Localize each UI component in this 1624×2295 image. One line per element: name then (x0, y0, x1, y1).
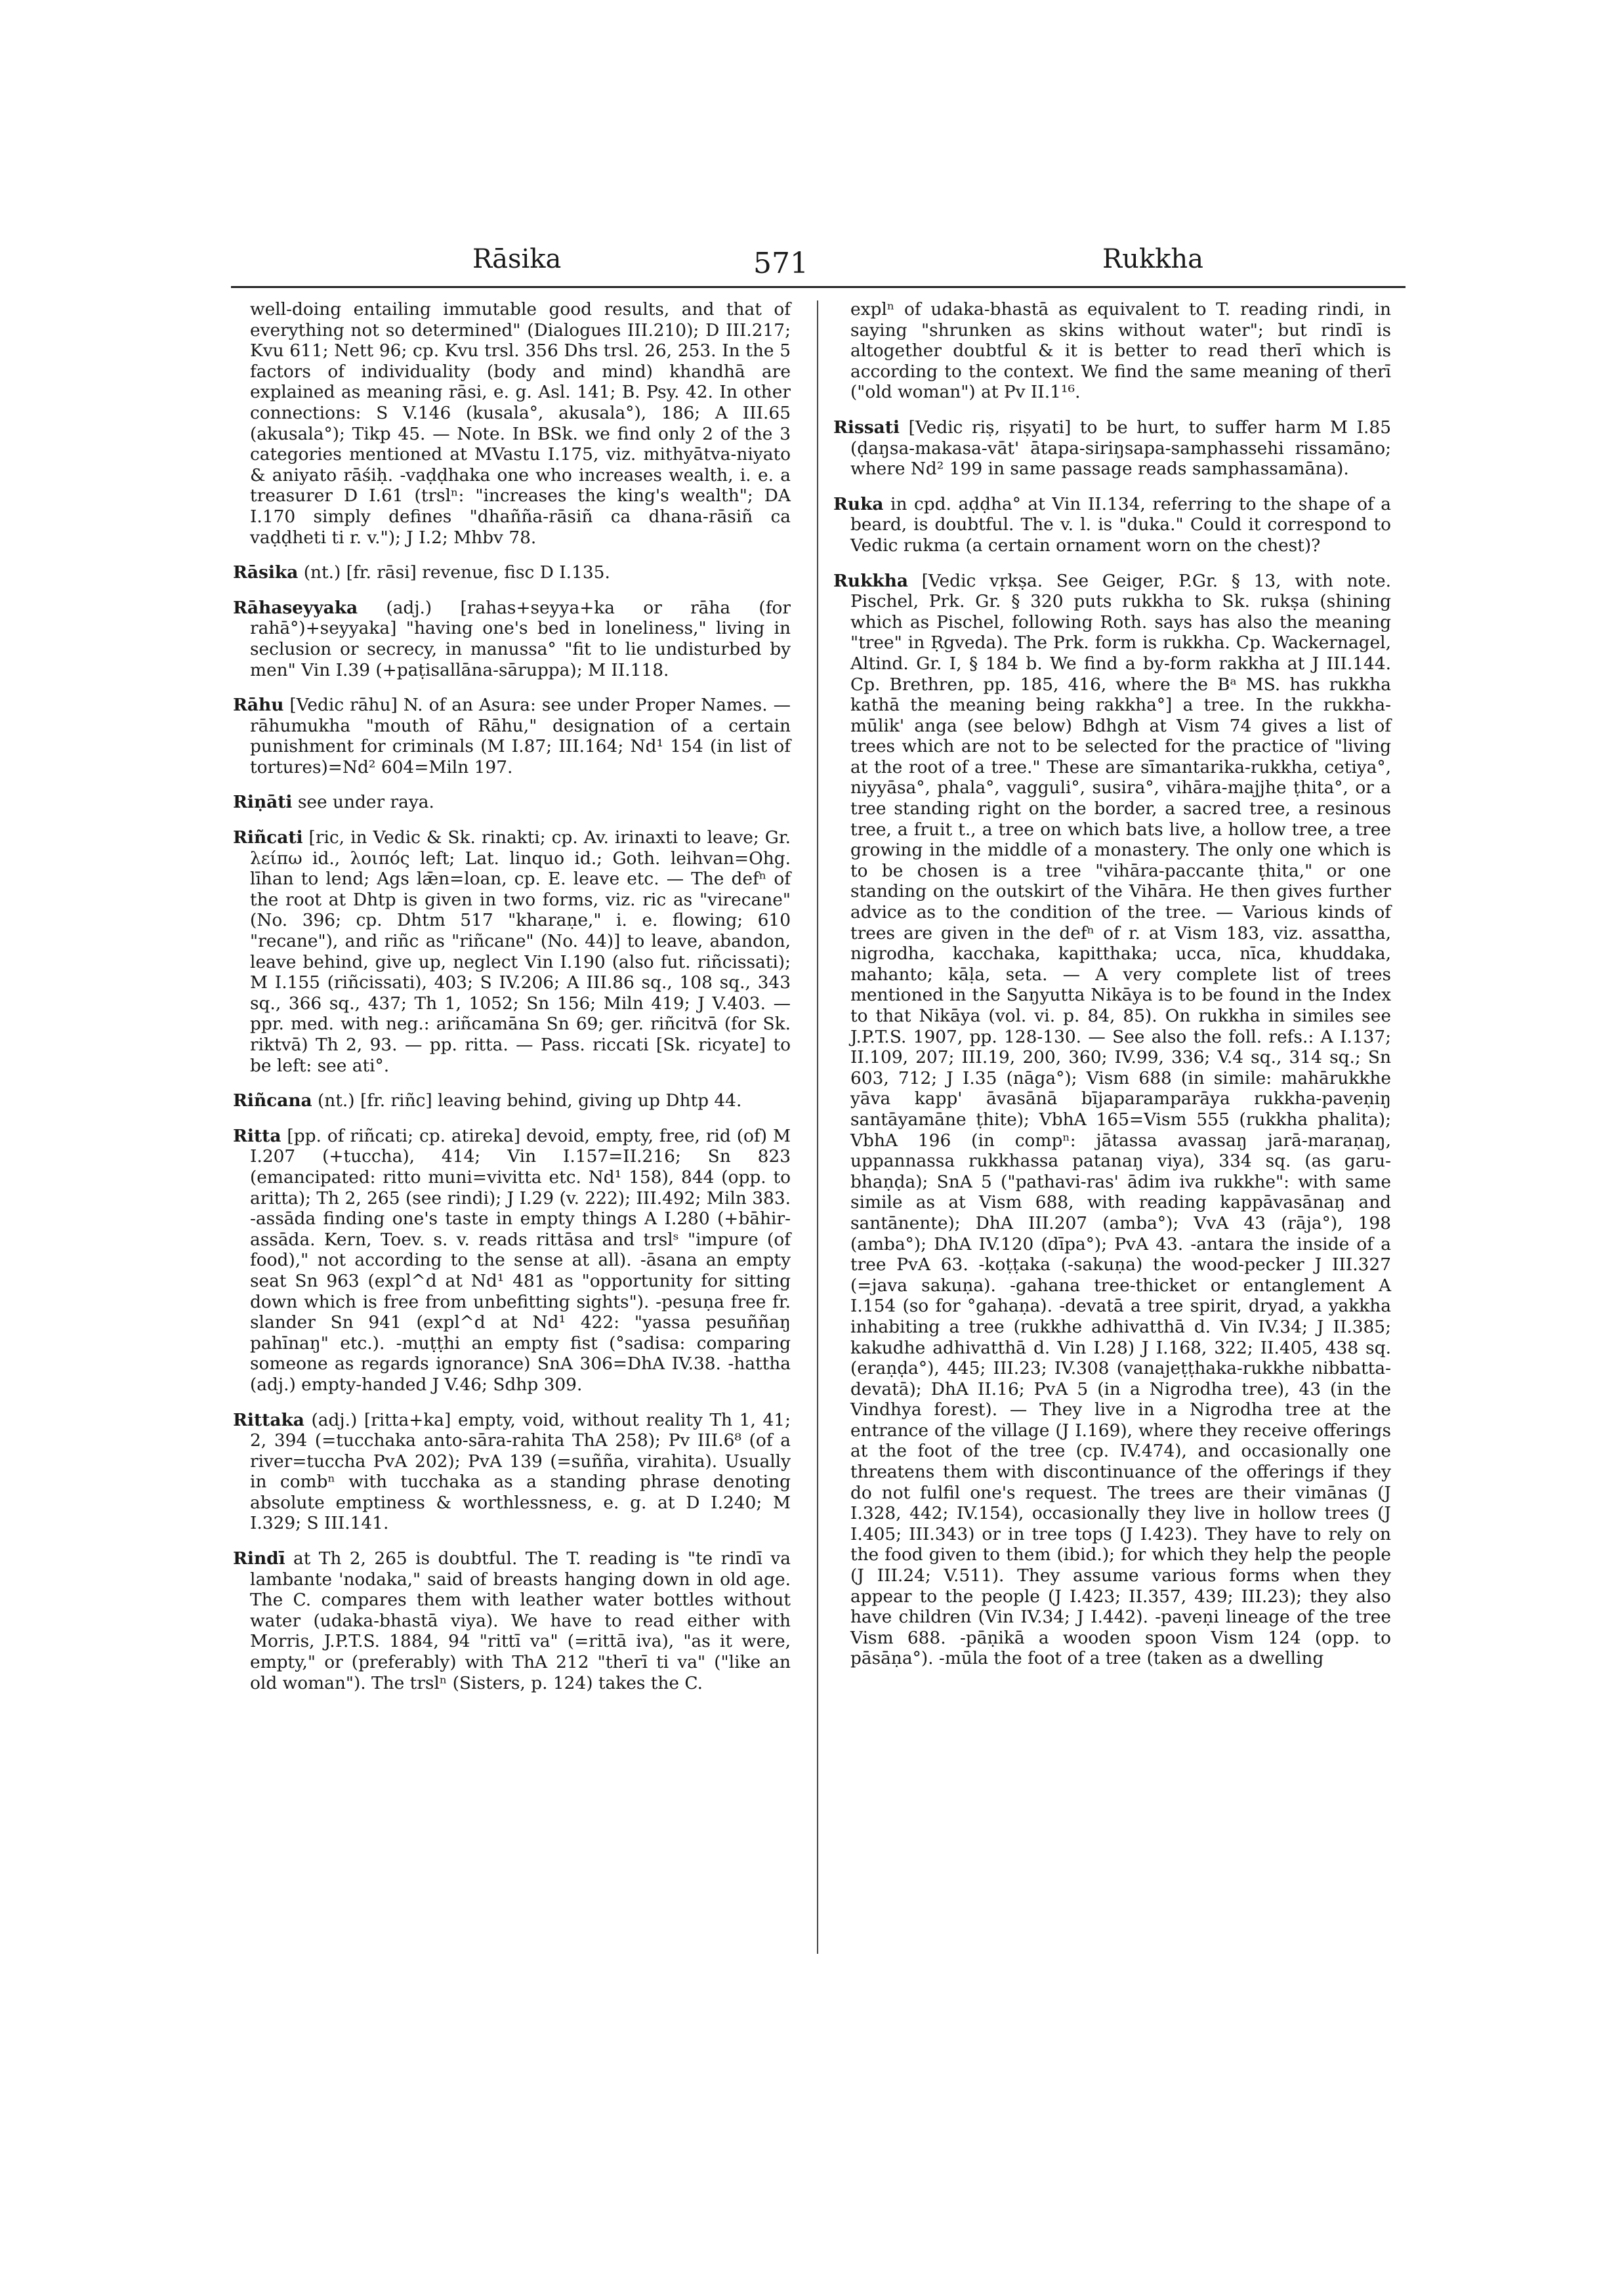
running-head (0, 244, 1624, 283)
entry-headword: Riñcati (233, 827, 303, 848)
entry-headword: Ruka (833, 493, 884, 514)
entry-headword: Rittaka (233, 1409, 304, 1430)
entry-text: [pp. of riñcati; cp. atireka] devoid, empty, free, rid (of) M I.207 (+tuccha), 414; Vin I.157=II.216; Sn 823 (emancipated: ritto muni=vivitta etc. Nd¹ 158), 844 (opp. to aritta); Th 2, 265 (see rindi); J I.29 (v. 222); III.492; Miln 383. -assāda finding one's taste in empty things A I.280 (+bāhir-assāda. Kern, Toev. s. v. reads rittāsa and trslˢ "impure (of food)," not according to the sense at all). -āsana an empty seat Sn 963 (expl^d at Nd¹ 481 as "opportunity for sitting down which is free from unbefitting sights"). -pesuṇa free fr. slander Sn 941 (expl^d at Nd¹ 422: "yassa pesuññaŋ pahīnaŋ" etc.). -muṭṭhi an empty fist (°sadisa: comparing someone as regards ignorance) SnA 306=DhA IV.38. -hattha (adj.) empty-handed J V.46; Sdhp 309. (250, 1125, 791, 1395)
entry-text: explⁿ of udaka-bhastā as equivalent to T. reading rindi, in saying "shrunken as skins without water"; but rindī is altogether doubtful & it is better to read therī which is according to the context. We find the same meaning of therī ("old woman") at Pv II.1¹⁶. (850, 299, 1391, 403)
entry-headword: Riṇāti (233, 792, 293, 813)
entry-text: well-doing entailing immutable good results, and that of everything not so determined" (Dialogues III.210); D III.217; Kvu 611; Nett 96; cp. Kvu trsl. 356 Dhs trsl. 26, 253. In the 5 factors of individuality (body and mind) khandhā are explained as meaning rāsi, e. g. Asl. 141; B. Psy. 42. In other connections: S V.146 (kusala°, akusala°), 186; A III.65 (akusala°); Tikp 45. — Note. In BSk. we find only 2 of the 3 categories mentioned at MVastu I.175, viz. mithyātva-niyato & aniyato rāśiḥ. -vaḍḍhaka one who increases wealth, i. e. a treasurer D I.61 (trslⁿ: "increases the king's wealth"; DA I.170 simply defines "dhañña-rāsiñ ca dhana-rāsiñ ca vaḍḍheti ti r. v."); J I.2; Mhbv 78. (250, 299, 791, 548)
entry-text: [Vedic rāhu] N. of an Asura: see under Proper Names. —rāhumukha "mouth of Rāhu," designation of a certain punishment for criminals (M I.87; III.164; Nd¹ 154 (in list of tortures)=Nd² 604=Miln 197. (250, 695, 791, 777)
entry-text: (adj.) [ritta+ka] empty, void, without reality Th 1, 41; 2, 394 (=tucchaka anto-sāra-rahita ThA 258); Pv III.6⁸ (of a river=tuccha PvA 202); PvA 139 (=suñña, virahita). Usually in combⁿ with tucchaka as a standing phrase denoting absolute emptiness & worthlessness, e. g. at D I.240; M I.329; S III.141. (250, 1409, 791, 1534)
entry-text: [ric, in Vedic & Sk. rinakti; cp. Av. irinaxti to leave; Gr. λείπω id., λοιπός left; Lat. linquo id.; Goth. leihvan=Ohg. līhan to lend; Ags lǣn=loan, cp. E. leave etc. — The defⁿ of the root at Dhtp is given in two forms, viz. ric as "virecane" (No. 396; cp. Dhtm 517 "kharaṇe," i. e. flowing; 610 "recane"), and riñc as "riñcane" (No. 44)] to leave, abandon, leave behind, give up, neglect Vin I.190 (also fut. riñcissati); M I.155 (riñcissati), 403; S IV.206; A III.86 sq., 108 sq., 343 sq., 366 sq., 437; Th 1, 1052; Sn 156; Miln 419; J V.403. — ppr. med. with neg.: ariñcamāna Sn 69; ger. riñcitvā (for Sk. riktvā) Th 2, 93. — pp. ritta. — Pass. riccati [Sk. ricyate] to be left: see ati°. (250, 827, 791, 1076)
entry-headword: Rindī (233, 1548, 285, 1569)
entry-headword: Rāsika (233, 562, 299, 583)
column-divider (817, 300, 818, 1954)
entry-headword: Ritta (233, 1125, 281, 1146)
dictionary-entry (233, 1410, 791, 1535)
left-column (233, 299, 791, 1708)
entry-headword: Rāhaseyyaka (233, 597, 358, 618)
dictionary-entry (233, 827, 791, 1076)
dictionary-entry (833, 571, 1391, 1669)
header-left-word: Rāsika (472, 244, 562, 274)
dictionary-entry (833, 494, 1391, 556)
dictionary-entry (233, 792, 791, 813)
header-right-word: Rukkha (1102, 244, 1203, 274)
dictionary-entry (833, 299, 1391, 403)
right-column (833, 299, 1391, 1684)
entry-text: [Vedic riṣ, riṣyati] to be hurt, to suffer harm M I.85 (ḍaŋsa-makasa-vāt' ātapa-siriŋsapa-samphassehi rissamāno; where Nd² 199 in same passage reads samphassamāna). (850, 417, 1391, 480)
page-number: 571 (753, 247, 808, 280)
entry-headword: Rāhu (233, 695, 284, 716)
dictionary-entry (233, 562, 791, 583)
dictionary-entry (833, 417, 1391, 480)
entry-text: see under raya. (292, 792, 434, 813)
entry-headword: Riñcana (233, 1090, 312, 1111)
dictionary-entry (233, 1126, 791, 1396)
entry-text: (nt.) [fr. rāsi] revenue, fisc D I.135. (298, 562, 610, 583)
entry-text: (nt.) [fr. riñc] leaving behind, giving up Dhtp 44. (312, 1090, 742, 1111)
entry-text: at Th 2, 265 is doubtful. The T. reading is "te rindī va lambante 'nodaka," said of breasts hanging down in old age. The C. compares them with leather water bottles without water (udaka-bhastā viya). We have to read either with Morris, J.P.T.S. 1884, 94 "rittī va" (=rittā iva), "as it were, empty," or (preferably) with ThA 212 "therī ti va" ("like an old woman"). The trslⁿ (Sisters, p. 124) takes the C. (250, 1548, 791, 1693)
dictionary-entry (233, 695, 791, 777)
dictionary-entry (233, 598, 791, 680)
dictionary-entry (233, 1548, 791, 1693)
entry-headword: Rukkha (833, 570, 908, 591)
dictionary-entry (233, 1090, 791, 1111)
entry-text: [Vedic vṛkṣa. See Geiger, P.Gr. § 13, with note. Pischel, Prk. Gr. § 320 puts rukkha to Sk. rukṣa (shining which as Pischel, following Roth. says has also the meaning "tree" in Ṛgveda). The Prk. form is rukkha. Cp. Wackernagel, Altind. Gr. I, § 184 b. We find a by-form rakkha at J III.144. Cp. Brethren, pp. 185, 416, where the Bᵃ MS. has rukkha kathā the meaning being rakkha°] a tree. In the rukkha-mūlik' anga (see below) Bdhgh at Vism 74 gives a list of trees which are not to be selected for the practice of "living at the root of a tree." These are sīmantarika-rukkha, cetiya°, niyyāsa°, phala°, vagguli°, susira°, vihāra-majjhe ṭhita°, or a tree standing right on the border, a sacred tree, a resinous tree, a fruit t., a tree on which bats live, a hollow tree, a tree growing in the middle of a monastery. The only one which is to be chosen is a tree "vihāra-paccante ṭhita," or one standing on the outskirt of the Vihāra. He then gives further advice as to the condition of the tree. — Various kinds of trees are given in the defⁿ of r. at Vism 183, viz. assattha, nigrodha, kacchaka, kapitthaka; ucca, nīca, khuddaka, mahanto; kāḷa, seta. — A very complete list of trees mentioned in the Saŋyutta Nikāya is to be found in the Index to that Nikāya (vol. vi. p. 84, 85). On rukkha in similes see J.P.T.S. 1907, pp. 128-130. — See also the foll. refs.: A I.137; II.109, 207; III.19, 200, 360; IV.99, 336; V.4 sq., 314 sq.; Sn 603, 712; J I.35 (nāga°); Vism 688 (in simile: mahārukkhe yāva kapp' āvasānā bījaparamparāya rukkha-paveṇiŋ santāyamāne ṭhite); VbhA 165=Vism 555 (rukkha phalita); VbhA 196 (in compⁿ: jātassa avassaŋ jarā-maraṇaŋ, uppannassa rukkhassa patanaŋ viya), 334 sq. (as garu-bhaṇḍa); SnA 5 ("pathavi-ras' ādim iva rukkhe": with same simile as at Vism 688, with reading kappāvasānaŋ and santānente); DhA III.207 (amba°); VvA 43 (rāja°), 198 (amba°); DhA IV.120 (dīpa°); PvA 43. -antara the inside of a tree PvA 63. -koṭṭaka (-sakuṇa) the wood-pecker J III.327 (=java sakuṇa). -gahana tree-thicket or entanglement A I.154 (so for °gahaṇa). -devatā a tree spirit, dryad, a yakkha inhabiting a tree (rukkhe adhivatthā d. Vin IV.34; J II.385; kakudhe adhivatthā d. Vin I.28) J I.168, 322; II.405, 438 sq. (eraṇḍa°), 445; III.23; IV.308 (vanajeṭṭhaka-rukkhe nibbatta-devatā); DhA II.16; PvA 5 (in a Nigrodha tree), 43 (in the Vindhya forest). — They live in a Nigrodha tree at the entrance of the village (J I.169), where they receive offerings at the foot of the tree (cp. IV.474), and occasionally one threatens them with discontinuance of the offerings if they do not fulfil one's request. The trees are their vimānas (J I.328, 442; IV.154), occasionally they live in hollow trees (J I.405; III.343) or in tree tops (J I.423). They have to rely on the food given to them (ibid.); for which they help the people (J III.24; V.511). They assume various forms when they appear to the people (J I.423; II.357, 439; III.23); they also have children (Vin IV.34; J I.442). -paveṇi lineage of the tree Vism 688. -pāṇikā a wooden spoon Vism 124 (opp. to pāsāṇa°). -mūla the foot of a tree (taken as a dwelling (850, 570, 1391, 1669)
dictionary-entry (233, 299, 791, 548)
header-rule (231, 286, 1405, 288)
entry-text: in cpd. aḍḍha° at Vin II.134, referring to the shape of a beard, is doubtful. The v. l. is "duka." Could it correspond to Vedic rukma (a certain ornament worn on the chest)? (850, 493, 1391, 556)
entry-text: (adj.) [rahas+seyya+ka or rāha (for rahā°)+seyyaka] "having one's bed in loneliness," living in seclusion or secrecy, in manussa° "fit to lie undisturbed by men" Vin I.39 (+paṭisallāna-sāruppa); M II.118. (250, 597, 791, 680)
entry-headword: Rissati (833, 417, 900, 438)
